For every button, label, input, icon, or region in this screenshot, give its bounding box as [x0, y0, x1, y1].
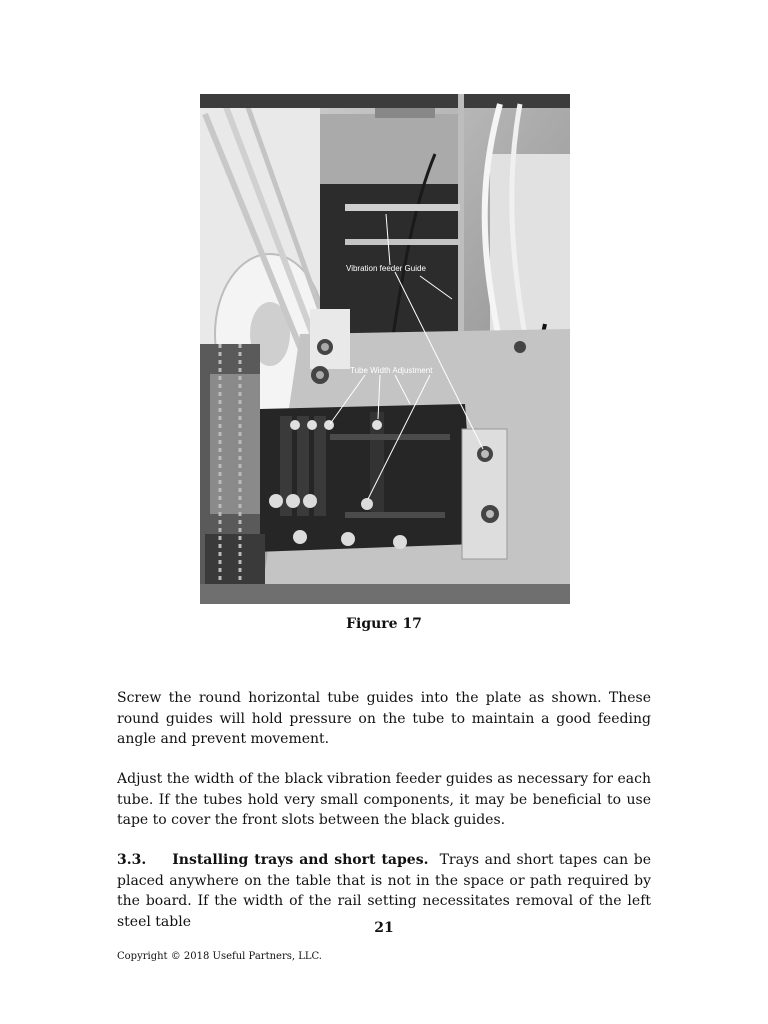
figure-17-photo: [200, 94, 570, 604]
paragraph-tube-guides: Screw the round horizontal tube guides into the plate as shown. These round guides will hold pressure on the tube to maintain a good feeding angle and prevent movement.: [117, 690, 651, 747]
figure-caption: Figure 17: [346, 616, 422, 632]
section-number: 3.3.: [117, 852, 147, 868]
paragraph-feeder-width: Adjust the width of the black vibration feeder guides as necessary for each tube. If the tubes hold very small components, it may be beneficial to use tape to cover the front slots between the black guides.: [117, 771, 651, 828]
label-vibration-feeder-guide: Vibration feeder Guide: [346, 264, 426, 273]
machine-photo: [200, 94, 570, 604]
label-tube-width-adjustment: Tube Width Adjustment: [350, 366, 433, 375]
page-number: 21: [374, 920, 394, 936]
section-text: Trays and short tapes can be placed anywhere on the table that is not in the space or path required by the board. If the width of the rail setting necessitates removal of the left steel table: [117, 852, 651, 930]
copyright-notice: Copyright © 2018 Useful Partners, LLC.: [117, 951, 322, 962]
section-title: Installing trays and short tapes.: [172, 852, 429, 868]
